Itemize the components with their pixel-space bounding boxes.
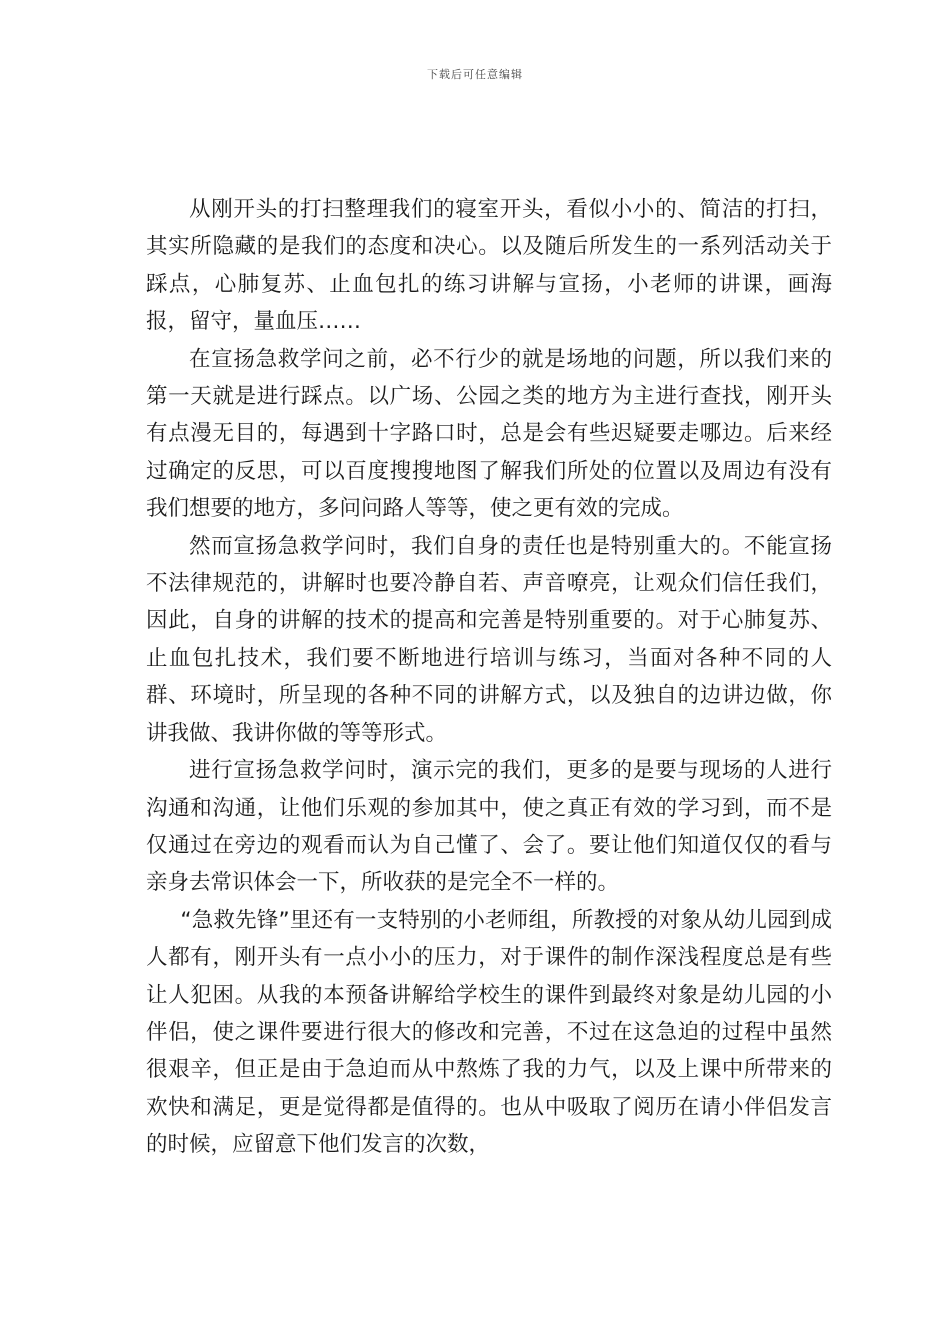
paragraph-4: 进行宣扬急救学问时，演示完的我们，更多的是要与现场的人进行沟通和沟通，让他们乐观的参加其中，使之真正有效的学习到，而不是仅通过在旁边的观看而认为自己懂了、会了。要让他们知道仅仅的看与亲身去常识体会一下，所收获的是完全不一样的。 <box>146 758 832 896</box>
document-body <box>146 191 832 1164</box>
paragraph-1: 从刚开头的打扫整理我们的寝室开头，看似小小的、简洁的打扫，其实所隐藏的是我们的态度和决心。以及随后所发生的一系列活动关于踩点，心肺复苏、止血包扎的练习讲解与宣扬，小老师的讲课，画海报，留守，量血压…… <box>146 197 832 335</box>
paragraph-2: 在宣扬急救学问之前，必不行少的就是场地的问题，所以我们来的第一天就是进行踩点。以广场、公园之类的地方为主进行查找，刚开头有点漫无目的，每遇到十字路口时，总是会有些迟疑要走哪边。后来经过确定的反思，可以百度搜搜地图了解我们所处的位置以及周边有没有我们想要的地方，多问问路人等等，使之更有效的完成。 <box>146 346 832 522</box>
paragraph-3: 然而宣扬急救学问时，我们自身的责任也是特别重大的。不能宣扬不法律规范的，讲解时也要冷静自若、声音嘹亮，让观众们信任我们，因此，自身的讲解的技术的提高和完善是特别重要的。对于心肺复苏、止血包扎技术，我们要不断地进行培训与练习，当面对各种不同的人群、环境时，所呈现的各种不同的讲解方式，以及独自的边讲边做，你讲我做、我讲你做的等等形式。 <box>146 533 832 746</box>
header-note: 下载后可任意编辑 <box>427 68 523 81</box>
paragraph-5: “急救先锋”里还有一支特别的小老师组，所教授的对象从幼儿园到成人都有，刚开头有一点小小的压力，对于课件的制作深浅程度总是有些让人犯困。从我的本预备讲解给学校生的课件到最终对象是幼儿园的小伴侣，使之课件要进行很大的修改和完善，不过在这急迫的过程中虽然很艰辛，但正是由于急迫而从中熬炼了我的力气，以及上课中所带来的欢快和满足，更是觉得都是值得的。也从中吸取了阅历在请小伴侣发言的时候，应留意下他们发言的次数， <box>146 907 832 1158</box>
